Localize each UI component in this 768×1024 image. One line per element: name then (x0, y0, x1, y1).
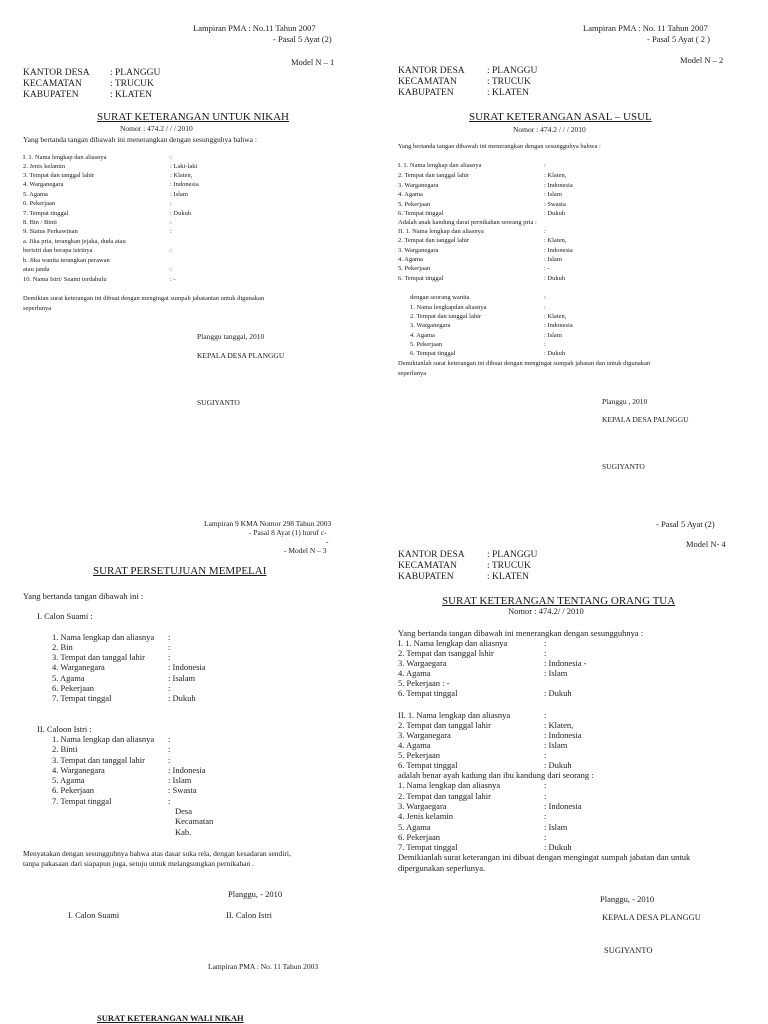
field-label: 8. Bin / Binti (23, 219, 57, 226)
field-label: 1. Nama lengkap dan aliasnya (52, 734, 155, 744)
address-line: Kab. (175, 827, 192, 837)
field-value: : Indonesia (168, 662, 206, 672)
header-label: KANTOR DESA (23, 68, 90, 78)
field-value: : Klaten, (544, 313, 567, 320)
field-label: 4. Jenis kelamin (398, 811, 454, 821)
field-value: : (544, 780, 547, 790)
model-label: Model N – 1 (291, 57, 335, 67)
field-value: : Klaten, (544, 237, 567, 244)
field-label: 1. Nama lengkap dan aliasnya (52, 632, 155, 642)
field-label: 9. Status Perkawinan (23, 228, 78, 235)
field-label: 6. Tempat tinggal (398, 688, 458, 698)
nomor-line: Nomor : 474.2 / / / 2010 (120, 124, 193, 133)
document-title: SURAT KETERANGAN ASAL – USUL (469, 111, 652, 123)
intro-text: Yang bertanda tangan dibawah ini : (23, 591, 144, 601)
field-label: 5. Pekerjaan (410, 341, 443, 348)
signer-title: KEPALA DESA PALNGGU (602, 415, 689, 424)
field-label: I. 1. Nama lengkap dan aliasnya (398, 638, 508, 648)
signature-label: I. Calon Suami (68, 910, 120, 920)
field-value: : (170, 228, 172, 235)
header-label: KANTOR DESA (398, 66, 465, 76)
field-label: 4. Agama (398, 668, 431, 678)
closing-text: seperlunya (398, 370, 427, 377)
document-title: SURAT PERSETUJUAN MEMPELAI (93, 565, 267, 577)
place-date: Planggu, - 2010 (600, 894, 655, 904)
document-title: SURAT KETERANGAN UNTUK NIKAH (97, 111, 289, 123)
model-label: - Model N – 3 (284, 546, 327, 555)
field-label: a. Jika pria, terangkan jejaka, duda atau (23, 238, 126, 245)
field-label: 6. Pekerjaan (52, 785, 95, 795)
field-value: : (170, 200, 172, 207)
field-value: : Dukuh (544, 210, 566, 217)
header-value: : PLANGGU (487, 66, 538, 76)
field-value: : (544, 811, 547, 821)
closing-text: seperlunya (23, 305, 52, 312)
lampiran-line: Lampiran 9 KMA Nomor 298 Tahun 2003 (204, 519, 332, 528)
field-label: 2. Tempat dan tanggal lahir (398, 172, 470, 179)
closing-text: tanpa pakasaan dari siapapun juga, setuju untuk melangsungkan pernikahan . (23, 859, 254, 868)
field-value: : (170, 247, 172, 254)
field-value: : Islam (544, 191, 562, 198)
field-value: : Islam (544, 332, 562, 339)
field-value: : Klaten, (544, 720, 574, 730)
field-label: 6. Pekerjaan (23, 200, 56, 207)
field-value: : (168, 642, 171, 652)
header-value: : KLATEN (487, 572, 529, 582)
field-label: 2. Tempat dan tanggal lahir (410, 313, 482, 320)
field-label: 6. Tempat tinggal (398, 275, 444, 282)
header-value: : TRUCUK (487, 77, 531, 87)
field-value: : Indonesia (168, 765, 206, 775)
closing-text: Demikian surat keterangan ini dibuat dengan mengingat sumpah jabatantan untuk digunakan (23, 295, 265, 302)
field-label: 2. Tempat dan tanggal lahir (398, 720, 491, 730)
field-label: 3. Warganegara (410, 322, 451, 329)
pasal-line: - Pasal 8 Ayat (1) huruf c- (249, 528, 327, 537)
field-label: 5. Agama (23, 191, 48, 198)
field-value: : (544, 710, 547, 720)
header-value: : TRUCUK (487, 561, 531, 571)
field-label: 10. Nama Istri/ Suami terdahulu (23, 276, 107, 283)
pasal-line: - Pasal 5 Ayat (2) (273, 34, 332, 44)
field-label: beristri dan berapa istrinya (23, 247, 93, 254)
field-label: 4. Agama (398, 256, 423, 263)
field-value: : - (170, 276, 176, 283)
field-label: 1. Nama lengkap dan aliasnya (398, 780, 501, 790)
field-label: b. Jika wanita terangkan perawan (23, 257, 110, 264)
signature-label: II. Calon Istri (226, 910, 273, 920)
field-value: : Indonesia (544, 322, 573, 329)
field-label: 1. Nama lengkapdan aliasnya (410, 304, 487, 311)
field-value: : Islam (544, 740, 568, 750)
header-label: KABUPATEN (398, 572, 454, 582)
field-label: 3. Tempat dan tanggal lahir (52, 755, 145, 765)
field-value: : Indonesia (544, 801, 582, 811)
field-label: 4. Warganegara (52, 765, 105, 775)
field-value: : Swasta (168, 785, 197, 795)
place-date: Planggu tanggal, 2010 (197, 332, 265, 341)
field-label: 4. Agama (398, 191, 423, 198)
header-value: : PLANGGU (110, 68, 161, 78)
address-line: Kecamatan (175, 816, 214, 826)
field-value: : Islam (544, 256, 562, 263)
closing-text: Demikianlah surat keterangan ini dibuat dengan mengingat sumpah jabatan dan untuk digunakan (398, 360, 651, 367)
field-value: : (168, 652, 171, 662)
field-value: : Islam (168, 775, 192, 785)
field-value: : Indonesia (544, 182, 573, 189)
field-value: : (170, 219, 172, 226)
field-value: : Klaten, (544, 172, 567, 179)
section-heading: I. Calon Suami : (37, 611, 93, 621)
field-value: : Dukuh (544, 350, 566, 357)
pasal-line: - Pasal 5 Ayat (2) (656, 519, 715, 529)
field-value: : Isalam (168, 673, 196, 683)
field-value: : - (544, 265, 550, 272)
field-value: : (544, 791, 547, 801)
header-value: : KLATEN (487, 88, 529, 98)
field-value: : Dukuh (168, 693, 196, 703)
header-label: KECAMATAN (398, 561, 457, 571)
field-value: : Dukuh (544, 760, 572, 770)
field-label: 3. Wargaegara (398, 801, 447, 811)
field-label: 3. Wargaegara (398, 658, 447, 668)
intro-text: Yang bertanda tangan dibawah ini menerangkan dengan sesungguhnya : (398, 628, 644, 638)
next-document-title: SURAT KETERANGAN WALI NIKAH (97, 1013, 244, 1023)
field-value: : Dukuh (544, 842, 572, 852)
field-value: : (168, 632, 171, 642)
field-label: 5. Agama (398, 822, 431, 832)
field-label: 5. Agama (52, 673, 85, 683)
field-value: : (544, 294, 546, 301)
nomor-line: Nomor : 474.2 / / / 2010 (513, 125, 586, 134)
field-value: : (544, 648, 547, 658)
field-label: 6. Tempat tinggal (398, 760, 458, 770)
field-value: : (170, 154, 172, 161)
field-label: 4. Agama (398, 740, 431, 750)
section-heading: II. Caloon Istri : (37, 724, 92, 734)
field-label: 7. Tempat tinggal (398, 842, 458, 852)
field-label: Adalah anak kandung darai pernikahan seorang pria : (398, 219, 537, 226)
field-value: : (544, 638, 547, 648)
closing-text: Menyatakan dengan sesungguhnya bahwa atas dasar suka rela, dengan kesadaran sendiri, (23, 849, 291, 858)
field-value: : Islam (544, 822, 568, 832)
header-label: KECAMATAN (23, 79, 82, 89)
header-label: KANTOR DESA (398, 550, 465, 560)
field-value: : (168, 683, 171, 693)
field-label: 3. Tempat dan tanggal lahir (52, 652, 145, 662)
nomor-line: Nomor : 474.2/ / 2010 (508, 606, 584, 616)
model-label: Model N- 4 (686, 539, 726, 549)
field-label: 7. Tempat tinggal (23, 210, 69, 217)
field-label: I. 1. Nama lengkap dan aliasnya (23, 154, 107, 161)
intro-text: Yang bertanda tangan dibawah ini menerangkan dengan sesungguhya bahwa : (398, 143, 601, 150)
field-value: : (544, 304, 546, 311)
field-label: 3. Warganegara (398, 247, 439, 254)
field-value: : (544, 162, 546, 169)
field-value: : Klaten, (170, 172, 193, 179)
field-label: 2. Jenis kelamin (23, 163, 66, 170)
field-value: : (544, 832, 547, 842)
field-label: 2. Bin (52, 642, 73, 652)
field-label: 5. Pekerjaan (398, 265, 431, 272)
place-date: Planggu, - 2010 (228, 889, 283, 899)
field-value: : Dukuh (170, 210, 192, 217)
field-value: : Indonesia (544, 247, 573, 254)
field-label: dengan seorang wanita (410, 294, 470, 301)
field-label: 4. Warganegara (23, 181, 64, 188)
closing-text: dipergunakan seperlunya. (398, 863, 486, 873)
header-label: KECAMATAN (398, 77, 457, 87)
field-label: 7. Tempat tinggal (52, 796, 112, 806)
field-label: 4. Warganegara (52, 662, 105, 672)
model-label: Model N – 2 (680, 55, 724, 65)
field-label: atau janda (23, 266, 50, 273)
field-label: 3. Tempat dan tanggal lahir (23, 172, 95, 179)
field-label: II. 1. Nama lengkap dan aliasnya (398, 228, 484, 235)
field-value: : Swasta (544, 201, 566, 208)
field-value: : (544, 341, 546, 348)
address-line: Desa (175, 806, 192, 816)
field-value: : Laki-laki (170, 163, 198, 170)
closing-text: Demikianlah surat keterangan ini dibuat dengan mengingat sumpah jabatan dan untuk (398, 852, 691, 862)
field-value: : Indonesia - (544, 658, 587, 668)
header-label: KABUPATEN (398, 88, 454, 98)
field-label: 3. Warganegara (398, 730, 451, 740)
field-value: : (170, 266, 172, 273)
signer-name: SUGIYANTO (602, 462, 645, 471)
lampiran-line: Lampiran PMA : No. 11 Tahun 2007 (583, 23, 708, 33)
header-value: : TRUCUK (110, 79, 154, 89)
field-value: : (168, 755, 171, 765)
field-label: I. 1. Nama lengkap dan aliasnya (398, 162, 482, 169)
field-label: 6. Pekerjaan (398, 832, 441, 842)
header-value: : KLATEN (110, 90, 152, 100)
field-value: : (168, 796, 171, 806)
intro-text: Yang bertanda tangan dibawah ini menerangkan dengan sesungguhya bahwa : (23, 135, 257, 144)
field-label: 5. Pekerjaan (398, 750, 441, 760)
field-label: 2. Tempat dan tanggal lahir (398, 791, 491, 801)
document-title: SURAT KETERANGAN TENTANG ORANG TUA (442, 595, 676, 607)
field-value: : Dukuh (544, 688, 572, 698)
field-label: 5. Pekerjaan (398, 201, 431, 208)
pasal-line: - Pasal 5 Ayat ( 2 ) (647, 34, 710, 44)
field-label: 2. Tempat dan tsanggal lshir (398, 648, 494, 658)
field-label: 2. Tempat dan tanggal lahir (398, 237, 470, 244)
field-value: : (168, 744, 171, 754)
lampiran-line: Lampiran PMA : No.11 Tahun 2007 (193, 23, 316, 33)
field-value: : (168, 734, 171, 744)
field-label: 3. Warganegara (398, 182, 439, 189)
field-value: : Indonesia (544, 730, 582, 740)
field-value: : Islam (544, 668, 568, 678)
field-value: : Islam (170, 191, 188, 198)
field-label: II. 1. Nama lengkap dan aliasnya (398, 710, 511, 720)
field-value: : Indonesia (170, 181, 199, 188)
header-value: : PLANGGU (487, 550, 538, 560)
field-label: 2. Binti (52, 744, 78, 754)
signer-name: SUGIYANTO (197, 398, 240, 407)
field-label: adalah benar ayah kadung dan ibu kandung dari seorang : (398, 770, 594, 780)
field-label: 6. Pekerjaan (52, 683, 95, 693)
field-value: : (544, 750, 547, 760)
field-label: 5. Agama (52, 775, 85, 785)
header-label: KABUPATEN (23, 90, 79, 100)
field-label: 5. Pekerjaan : - (398, 678, 450, 688)
signer-name: SUGIYANTO (604, 945, 653, 955)
field-value: : (544, 228, 546, 235)
signer-title: KEPALA DESA PLANGGU (197, 351, 285, 360)
place-date: Planggu , 2010 (602, 397, 648, 406)
pasal-line: - (326, 537, 329, 546)
field-label: 6. Tempat tinggal (410, 350, 456, 357)
field-label: 6. Tempat tinggal (398, 210, 444, 217)
field-label: 7. Tempat tinggal (52, 693, 112, 703)
field-value: : Dukuh (544, 275, 566, 282)
lampiran-line: Lampiran PMA : No. 11 Tahun 2003 (208, 962, 319, 971)
signer-title: KEPALA DESA PLANGGU (602, 912, 701, 922)
field-label: 4. Agama (410, 332, 435, 339)
